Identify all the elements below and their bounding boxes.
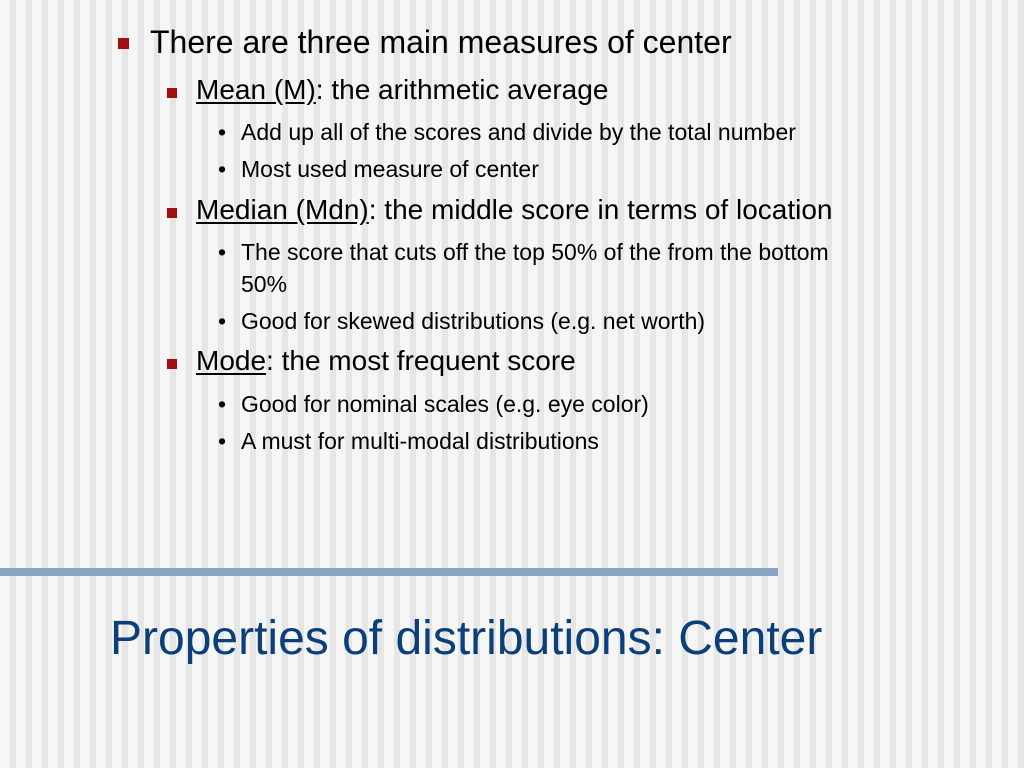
- median-definition: : the middle score in terms of location: [368, 194, 833, 225]
- mean-term: Mean (M): [196, 74, 316, 105]
- mean-point: Add up all of the scores and divide by the total number: [241, 119, 796, 145]
- median-point: Good for skewed distributions (e.g. net worth): [241, 308, 706, 334]
- bullet-median: [196, 194, 833, 226]
- square-bullet-icon: [167, 88, 177, 98]
- square-bullet-icon: [167, 208, 177, 218]
- median-point-continued: 50%: [241, 271, 288, 297]
- dot-bullet-icon: •: [218, 428, 227, 454]
- median-point: The score that cuts off the top 50% of the from the bottom: [241, 239, 829, 265]
- mode-point: A must for multi-modal distributions: [241, 428, 599, 454]
- dot-bullet-icon: •: [218, 119, 227, 145]
- bullet-mode: [196, 345, 576, 377]
- title-divider: [0, 568, 778, 576]
- square-bullet-icon: [118, 38, 129, 49]
- dot-bullet-icon: •: [218, 391, 227, 417]
- dot-bullet-icon: •: [218, 308, 227, 334]
- mode-definition: : the most frequent score: [266, 345, 576, 376]
- bullet-mean: [196, 74, 608, 106]
- dot-bullet-icon: •: [218, 239, 227, 265]
- dot-bullet-icon: •: [218, 156, 227, 182]
- slide-title: Properties of distributions: Center: [110, 612, 823, 665]
- mode-point: Good for nominal scales (e.g. eye color): [241, 391, 649, 417]
- mean-definition: : the arithmetic average: [315, 74, 609, 105]
- bullet-main: There are three main measures of center: [150, 24, 732, 60]
- square-bullet-icon: [167, 359, 177, 369]
- mean-point: Most used measure of center: [241, 156, 539, 182]
- mode-term: Mode: [196, 345, 267, 376]
- median-term: Median (Mdn): [196, 194, 369, 225]
